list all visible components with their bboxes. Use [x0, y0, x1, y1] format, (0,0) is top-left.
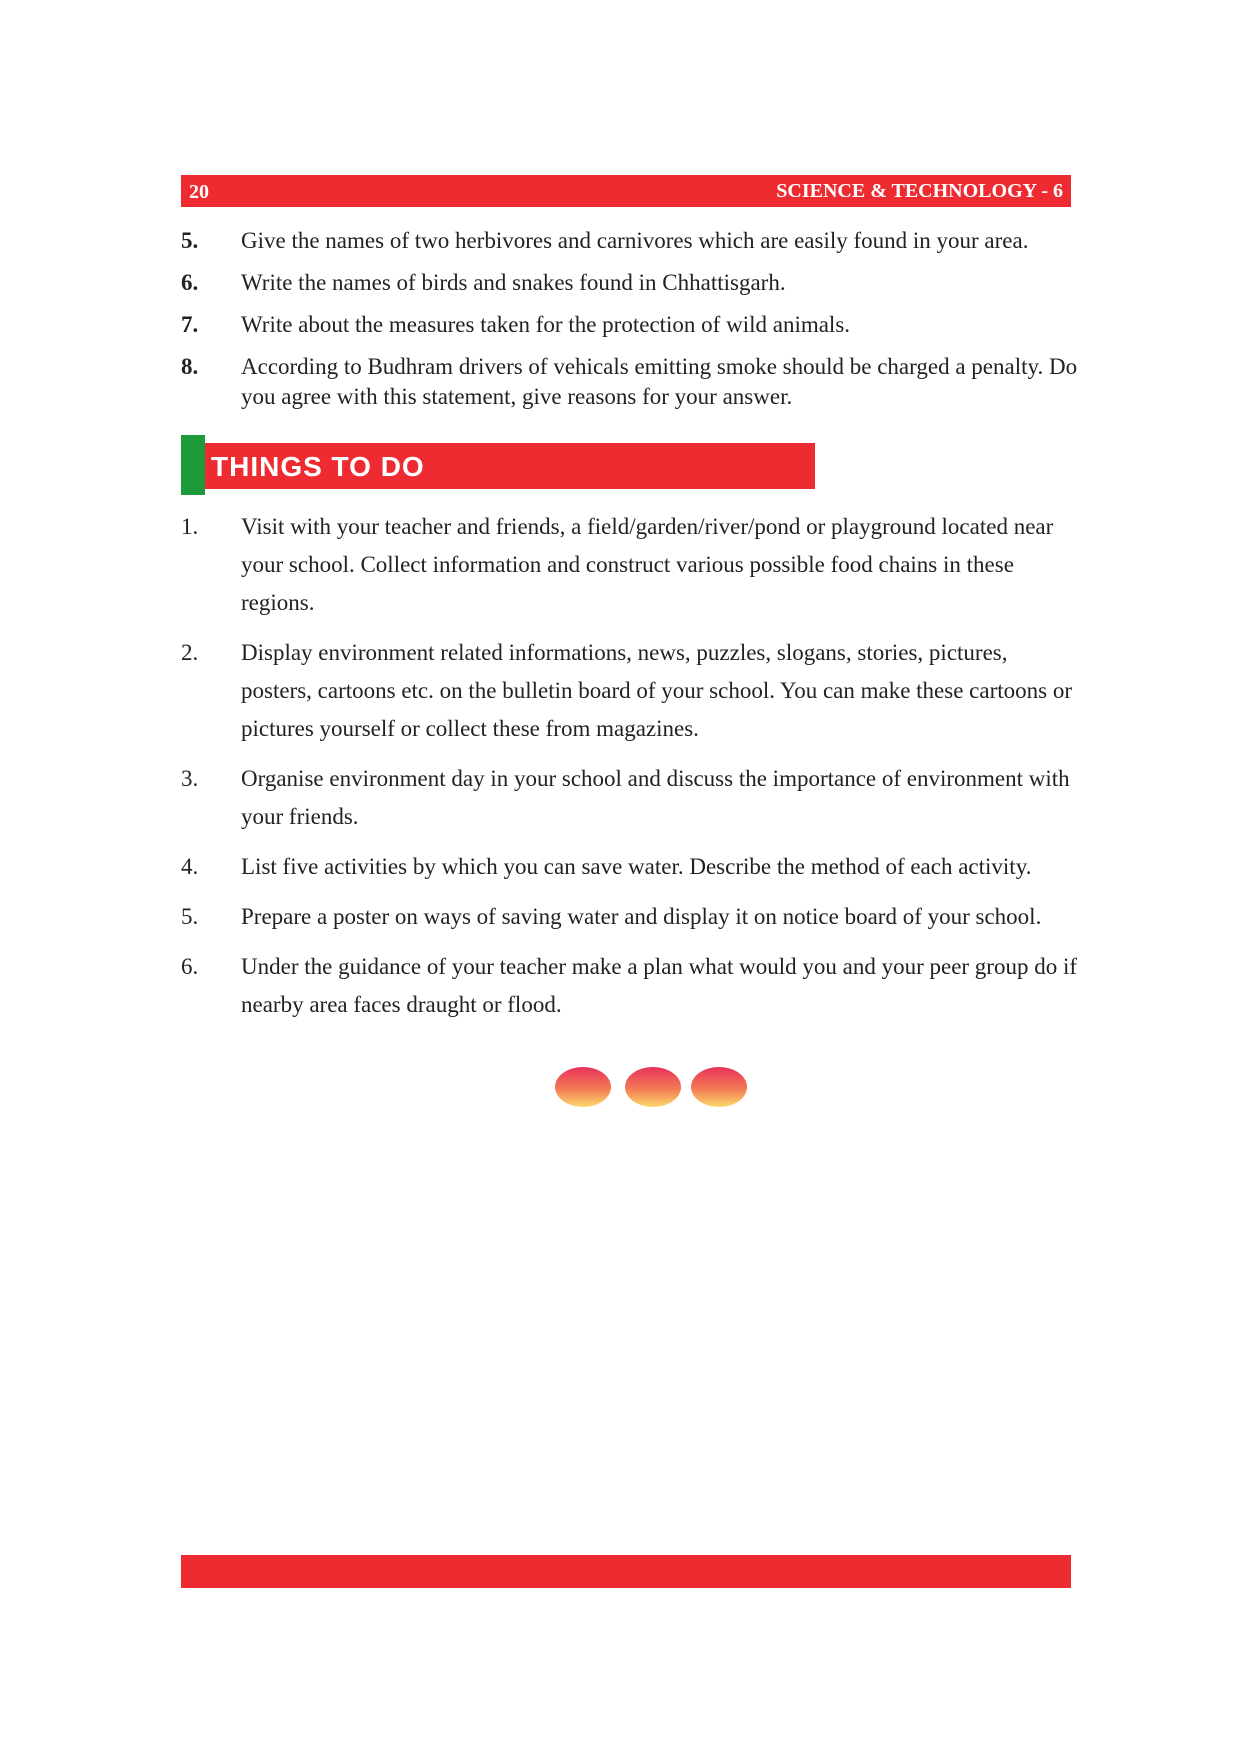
activity-text: Display environment related informations, news, puzzles, slogans, stories, pictures, posters, cartoons etc. on the bulletin board of your school. You can make these cartoons or pictures yourself or collect these from magazines. [241, 640, 1072, 741]
activity-text: Prepare a poster on ways of saving water and display it on notice board of your school. [241, 904, 1042, 929]
question-number: 5. [181, 228, 199, 253]
question-text: According to Budhram drivers of vehicals emitting smoke should be charged a penalty. Do you agree with this statement, give reasons for your answer. [241, 354, 1078, 409]
activity-number: 6. [181, 954, 199, 979]
activity-item [181, 898, 1081, 936]
question-number: 7. [181, 312, 199, 337]
oval-ornament [625, 1067, 681, 1107]
questions-list [181, 226, 1081, 424]
activity-text: List five activities by which you can save water. Describe the method of each activity. [241, 854, 1032, 879]
oval-ornament [691, 1067, 747, 1107]
activity-item [181, 948, 1081, 1024]
activity-number: 4. [181, 854, 199, 879]
activity-number: 3. [181, 766, 199, 791]
activity-item [181, 508, 1081, 622]
question-text: Give the names of two herbivores and carnivores which are easily found in your area. [241, 228, 1029, 253]
activity-item [181, 760, 1081, 836]
activity-number: 2. [181, 640, 199, 665]
decorative-ovals [555, 1065, 755, 1109]
oval-ornament [555, 1067, 611, 1107]
question-item [181, 352, 1081, 412]
activity-item [181, 848, 1081, 886]
question-item [181, 268, 1081, 298]
question-item [181, 226, 1081, 256]
things-to-do-heading [181, 435, 815, 495]
activity-text: Under the guidance of your teacher make a plan what would you and your peer group do if nearby area faces draught or flood. [241, 954, 1078, 1017]
activity-text: Visit with your teacher and friends, a field/garden/river/pond or playground located near your school. Collect information and construct various possible food chains in these regions. [241, 514, 1054, 615]
heading-accent-tab [181, 435, 205, 495]
page-number: 20 [189, 181, 209, 203]
activity-text: Organise environment day in your school and discuss the importance of environment with your friends. [241, 766, 1070, 829]
question-text: Write the names of birds and snakes found in Chhattisgarh. [241, 270, 786, 295]
page-footer-bar [181, 1555, 1071, 1588]
activity-number: 5. [181, 904, 199, 929]
page-header-bar [181, 175, 1071, 207]
question-number: 6. [181, 270, 199, 295]
question-number: 8. [181, 354, 199, 379]
activities-list [181, 508, 1081, 1036]
question-item [181, 310, 1081, 340]
activity-number: 1. [181, 514, 199, 539]
activity-item [181, 634, 1081, 748]
section-title: THINGS TO DO [211, 451, 425, 482]
question-text: Write about the measures taken for the protection of wild animals. [241, 312, 851, 337]
book-title: SCIENCE & TECHNOLOGY - 6 [776, 180, 1063, 202]
